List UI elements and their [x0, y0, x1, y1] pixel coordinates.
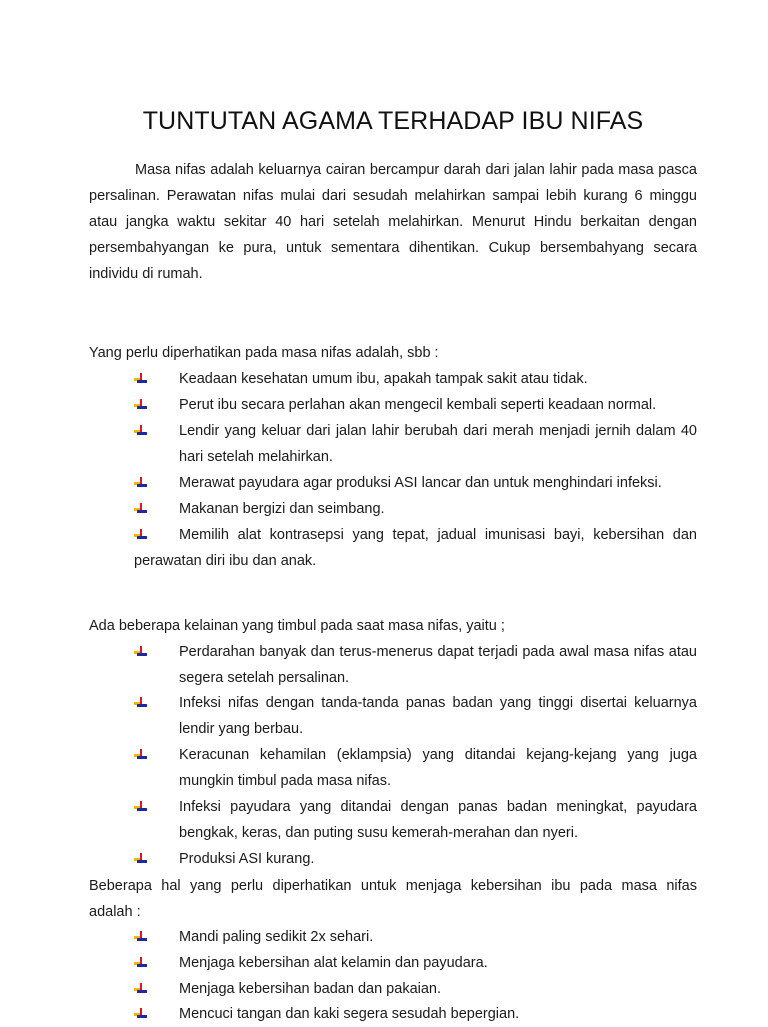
- list-item: [134, 1001, 697, 1027]
- bullet-icon: [134, 801, 148, 813]
- bullet-icon: [134, 957, 148, 969]
- bullet-icon: [134, 983, 148, 995]
- list-item-text: Infeksi payudara yang ditandai dengan panas badan meningkat, payudara bengkak, keras, dan puting susu kemerah-merahan dan nyeri.: [179, 799, 697, 841]
- list-item-text: Infeksi nifas dengan tanda-tanda panas badan yang tinggi disertai keluarnya lendir yang berbau.: [179, 695, 697, 737]
- list-item-text: Merawat payudara agar produksi ASI lancar dan untuk menghindari infeksi.: [179, 475, 662, 491]
- list-item-text: Keracunan kehamilan (eklampsia) yang ditandai kejang-kejang yang juga mungkin timbul pada masa nifas.: [179, 747, 697, 789]
- list-item: [134, 392, 697, 418]
- list-item: [134, 794, 697, 846]
- list-item: [134, 690, 697, 742]
- list-item-text: Perdarahan banyak dan terus-menerus dapat terjadi pada awal masa nifas atau segera setelah persalinan.: [179, 644, 697, 686]
- bullet-icon: [134, 425, 148, 437]
- bullet-icon: [134, 1008, 148, 1020]
- list-item: [134, 976, 697, 1002]
- bullet-icon: [134, 749, 148, 761]
- document-title: TUNTUTAN AGAMA TERHADAP IBU NIFAS: [142, 107, 644, 135]
- list-item: [134, 366, 697, 392]
- bullet-icon: [134, 529, 148, 541]
- bullet-icon: [134, 503, 148, 515]
- bullet-icon: [134, 646, 148, 658]
- intro-paragraph: Masa nifas adalah keluarnya cairan bercampur darah dari jalan lahir pada masa pasca persalinan. Perawatan nifas mulai dari sesudah melahirkan sampai lebih kurang 6 minggu atau jangka waktu sekitar 40 hari setelah melahirkan. Menurut Hindu berkaitan dengan persembahyangan ke pura, untuk sementara dihentikan. Cukup bersembahyang secara individu di rumah.: [89, 162, 697, 282]
- bullet-icon: [134, 373, 148, 385]
- list-item: [134, 924, 697, 950]
- list-item: [134, 639, 697, 691]
- list-item: [134, 846, 697, 872]
- list-item-text: Lendir yang keluar dari jalan lahir berubah dari merah menjadi jernih dalam 40 hari setelah melahirkan.: [179, 423, 697, 465]
- section3-heading: Beberapa hal yang perlu diperhatikan untuk menjaga kebersihan ibu pada masa nifas: [89, 878, 697, 894]
- list-item: [134, 742, 697, 794]
- bullet-icon: [134, 697, 148, 709]
- list-item: [134, 522, 697, 574]
- bullet-icon: [134, 477, 148, 489]
- bullet-icon: [134, 931, 148, 943]
- list-item-text: Produksi ASI kurang.: [179, 851, 315, 867]
- list-item: [134, 470, 697, 496]
- list-item-text: Mencuci tangan dan kaki segera sesudah bepergian.: [179, 1006, 520, 1022]
- list-item: [134, 496, 697, 522]
- list-item-text: Perut ibu secara perlahan akan mengecil kembali seperti keadaan normal.: [179, 397, 657, 413]
- list-item-text: Makanan bergizi dan seimbang.: [179, 501, 385, 517]
- section1-heading: Yang perlu diperhatikan pada masa nifas adalah, sbb :: [89, 345, 439, 361]
- section3-heading-continued: adalah :: [89, 904, 141, 920]
- list-item-text: Memilih alat kontrasepsi yang tepat, jadual imunisasi bayi, kebersihan dan perawatan diri ibu dan anak.: [134, 527, 697, 569]
- list-item-text: Mandi paling sedikit 2x sehari.: [179, 929, 374, 945]
- section2-heading: Ada beberapa kelainan yang timbul pada saat masa nifas, yaitu ;: [89, 618, 505, 634]
- list-item: [134, 418, 697, 470]
- list-item: [134, 950, 697, 976]
- bullet-icon: [134, 853, 148, 865]
- bullet-icon: [134, 399, 148, 411]
- list-item-text: Menjaga kebersihan badan dan pakaian.: [179, 981, 442, 997]
- list-item-text: Keadaan kesehatan umum ibu, apakah tampak sakit atau tidak.: [179, 371, 588, 387]
- list-item-text: Menjaga kebersihan alat kelamin dan payudara.: [179, 955, 488, 971]
